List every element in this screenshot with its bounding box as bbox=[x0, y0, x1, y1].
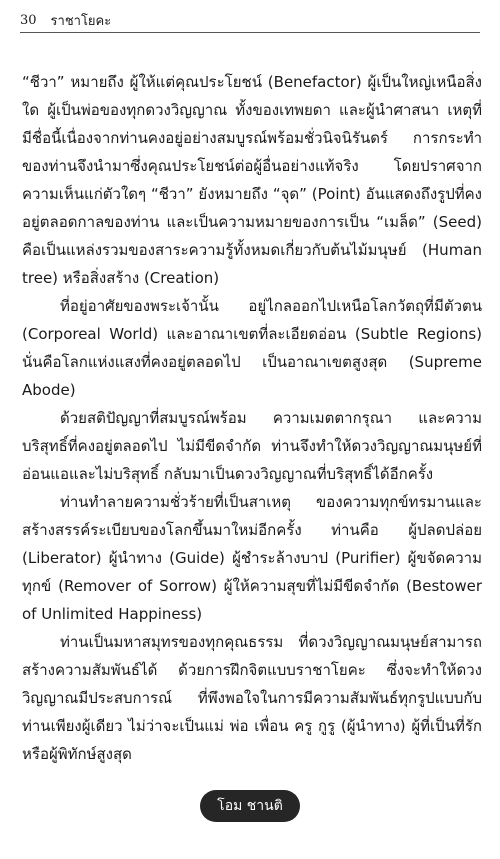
page-number: 30 bbox=[20, 12, 37, 28]
paragraph-3: ด้วยสติปัญญาที่สมบูรณ์พร้อม ความเมตตากรุณา และความบริสุทธิ์ที่คงอยู่ตลอดไป ไม่มีขีดจำกัด ท่านจึงทำให้ดวงวิญญาณมนุษย์ที่อ่อนแอและไม่บริสุทธิ์ กลับมาเป็นดวงวิญญาณที่บริสุทธิ์ได้อีกครั้ง bbox=[22, 409, 482, 483]
paragraph-4: ท่านทำลายความชั่วร้ายที่เป็นสาเหตุ ของความทุกข์ทรมานและสร้างสรรค์ระเบียบของโลกขึ้นมาใหม่อีกครั้ง ท่านคือ ผู้ปลดปล่อย (Liberator) ผู้นำทาง (Guide) ผู้ชำระล้างบาป (Purifier) ผู้ขจัดความทุกข์ (Remover of Sorrow) ผู้ให้ความสุขที่ไม่มีขีดจำกัด (Bestower of Unlimited Happiness) bbox=[22, 493, 482, 623]
paragraph-2: ที่อยู่อาศัยของพระเจ้านั้น อยู่ไกลออกไปเหนือโลกวัตถุที่มีตัวตน (Corporeal World) และอาณาเขตที่ละเอียดอ่อน (Subtle Regions) นั่นคือโลกแห่งแสงที่คงอยู่ตลอดไป เป็นอาณาเขตสูงสุด (Supreme Abode) bbox=[22, 297, 482, 399]
body-text bbox=[22, 68, 482, 768]
running-title: ราชาโยคะ bbox=[50, 13, 112, 29]
running-header bbox=[20, 8, 480, 33]
paragraph-5: ท่านเป็นมหาสมุทรของทุกคุณธรรม ที่ดวงวิญญาณมนุษย์สามารถสร้างความสัมพันธ์ได้ ด้วยการฝึกจิตแบบราชาโยคะ ซึ่งจะทำให้ดวงวิญญาณมีประสบการณ์ ที่พึงพอใจในการมีความสัมพันธ์ทุกรูปแบบกับท่านเพียงผู้เดียว ไม่ว่าจะเป็นแม่ พ่อ เพื่อน ครู กูรู (ผู้นำทาง) ผู้ที่เป็นที่รักหรือผู้พิทักษ์สูงสุด bbox=[22, 633, 482, 763]
paragraph-1: “ชีวา” หมายถึง ผู้ให้แต่คุณประโยชน์ (Benefactor) ผู้เป็นใหญ่เหนือสิ่งใด ผู้เป็นพ่อของทุกดวงวิญญาณ ทั้งของเทพยดา และผู้นำศาสนา เหตุที่มีชื่อนี้เนื่องจากท่านคงอยู่อย่างสมบูรณ์พร้อมชั่วนิจนิรันดร์ การกระทำของท่านจึงนำมาซึ่งคุณประโยชน์ต่อผู้อื่นอย่างแท้จริง โดยปราศจากความเห็นแก่ตัวใดๆ “ชีวา” ยังหมายถึง “จุด” (Point) อันแสดงถึงรูปที่คงอยู่ตลอดกาลของท่าน และเป็นความหมายของการเป็น “เมล็ด” (Seed) คือเป็นแหล่งรวมของสาระความรู้ทั้งหมดเกี่ยวกับต้นไม้มนุษย์ (Human tree) หรือสิ่งสร้าง (Creation) bbox=[22, 73, 482, 287]
badge-text: โอม ชานติ bbox=[217, 798, 283, 814]
om-shanti-badge bbox=[200, 790, 300, 822]
